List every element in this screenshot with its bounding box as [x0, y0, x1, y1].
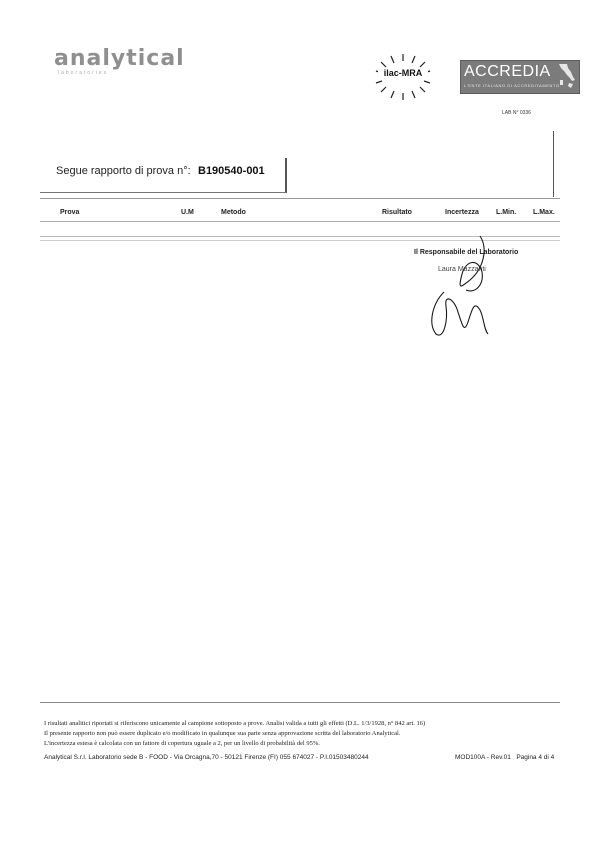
column-header-lmax: L.Max.: [533, 209, 555, 216]
report-box-edge: [285, 158, 287, 193]
footer-rule: [40, 702, 560, 703]
column-header-metodo: Metodo: [221, 209, 246, 216]
column-header-prova: Prova: [60, 209, 80, 216]
footer-page-number: Pagina 4 di 4: [516, 754, 555, 761]
italy-map-icon: [556, 62, 576, 90]
footer-disclaimer-validity: I risultati analitici riportati si riferiscono unicamente al campione sottoposto a prove. Analisi valida a tutti gli effetti (D.L. 1/3/1928, n° 842 art. 16): [44, 720, 426, 727]
company-logo-subtext: laboratories: [58, 70, 109, 76]
report-number-label: Segue rapporto di prova n°:: [56, 165, 191, 177]
handwritten-signature: [418, 228, 508, 348]
accredia-label: ACCREDIA: [464, 63, 551, 80]
column-header-incertezza: Incertezza: [445, 209, 479, 216]
accredia-subtext: L'ENTE ITALIANO DI ACCREDITAMENTO: [464, 83, 560, 88]
header-divider: [553, 131, 554, 197]
table-top-rule: [40, 198, 560, 199]
column-header-risultato: Risultato: [382, 209, 412, 216]
ilac-label: ilac-MRA: [378, 68, 428, 79]
signature-title: Il Responsabile del Laboratorio: [414, 249, 519, 256]
lab-number: LAB N° 0336: [502, 110, 531, 116]
signature-name: Laura Mazzanti: [438, 266, 486, 273]
footer-company-info: Analytical S.r.l. Laboratorio sede B - FOOD - Via Orcagna,70 - 50121 Firenze (FI) 055 674027 - P.I.01503480244: [44, 754, 369, 761]
report-box-base: [40, 192, 286, 193]
footer-disclaimer-duplication: Il presente rapporto non può essere duplicato e/o modificato in qualunque sua parte senza approvazione scritta del laboratorio Analytical.: [44, 730, 401, 737]
table-header-rule: [40, 221, 560, 222]
footer-disclaimer-uncertainty: L'incertezza estesa è calcolata con un fattore di copertura uguale a 2, per un livello di probabilità del 95%.: [44, 740, 320, 747]
column-header-lmin: L.Min.: [496, 209, 517, 216]
company-logo: analytical: [54, 46, 185, 71]
footer-module-ref: [455, 754, 554, 761]
footer-module: MOD100A - Rev.01: [455, 754, 511, 761]
column-header-um: U.M: [181, 209, 194, 216]
report-number: B190540-001: [198, 165, 265, 177]
